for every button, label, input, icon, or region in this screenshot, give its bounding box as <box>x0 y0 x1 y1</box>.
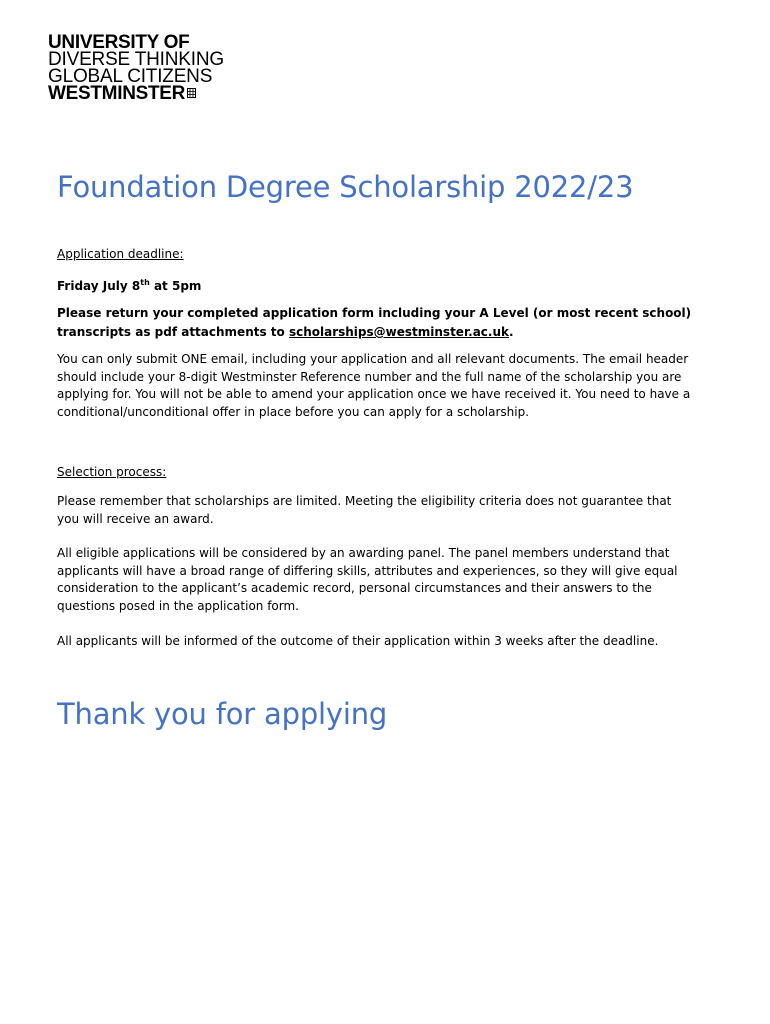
return-end: . <box>509 325 514 339</box>
return-instructions <box>57 304 697 342</box>
deadline-date <box>57 274 697 296</box>
selection-paragraph-2: All eligible applications will be considered by an awarding panel. The panel members understand that applicants will have a broad range of differing skills, attributes and experiences, so they will give equal consideration to the applicant’s academic record, personal circumstances and their answers to the questions posed in the application form. <box>57 546 678 613</box>
deadline-date-sup: th <box>140 278 150 287</box>
email-link[interactable]: scholarships@westminster.ac.uk <box>288 325 509 339</box>
logo-line-1: UNIVERSITY OF <box>48 32 190 53</box>
selection-paragraph-3: All applicants will be informed of the outcome of their application within 3 weeks after the deadline. <box>57 634 659 648</box>
logo-line-2: DIVERSE THINKING <box>48 49 224 70</box>
logo-line-4 <box>48 85 224 102</box>
crest-icon <box>187 88 196 98</box>
selection-heading <box>57 464 697 482</box>
return-text: Please return your completed application form including your A Level (or most recent school) transcripts as pdf attachments to <box>57 306 692 339</box>
thank-you-heading: Thank you for applying <box>57 697 388 731</box>
deadline-paragraph: You can only submit ONE email, including your application and all relevant documents. The email header should include your 8-digit Westminster Reference number and the full name of the scholarship you are applying for. You will not be able to amend your application once we have received it. You need to have a conditional/unconditional offer in place before you can apply for a scholarship. <box>57 352 691 419</box>
logo-line-3: GLOBAL CITIZENS <box>48 66 213 87</box>
logo-line-4-text: WESTMINSTER <box>48 83 186 104</box>
deadline-heading-text: Application deadline: <box>57 247 184 261</box>
page-title: Foundation Degree Scholarship 2022/23 <box>57 170 634 204</box>
selection-paragraph-1: Please remember that scholarships are limited. Meeting the eligibility criteria does not guarantee that you will receive an award. <box>57 494 672 526</box>
deadline-heading <box>57 246 697 264</box>
deadline-date-prefix: Friday July 8 <box>57 279 141 293</box>
university-logo <box>48 34 224 102</box>
deadline-date-suffix: at 5pm <box>149 279 202 293</box>
selection-heading-text: Selection process: <box>57 465 167 479</box>
